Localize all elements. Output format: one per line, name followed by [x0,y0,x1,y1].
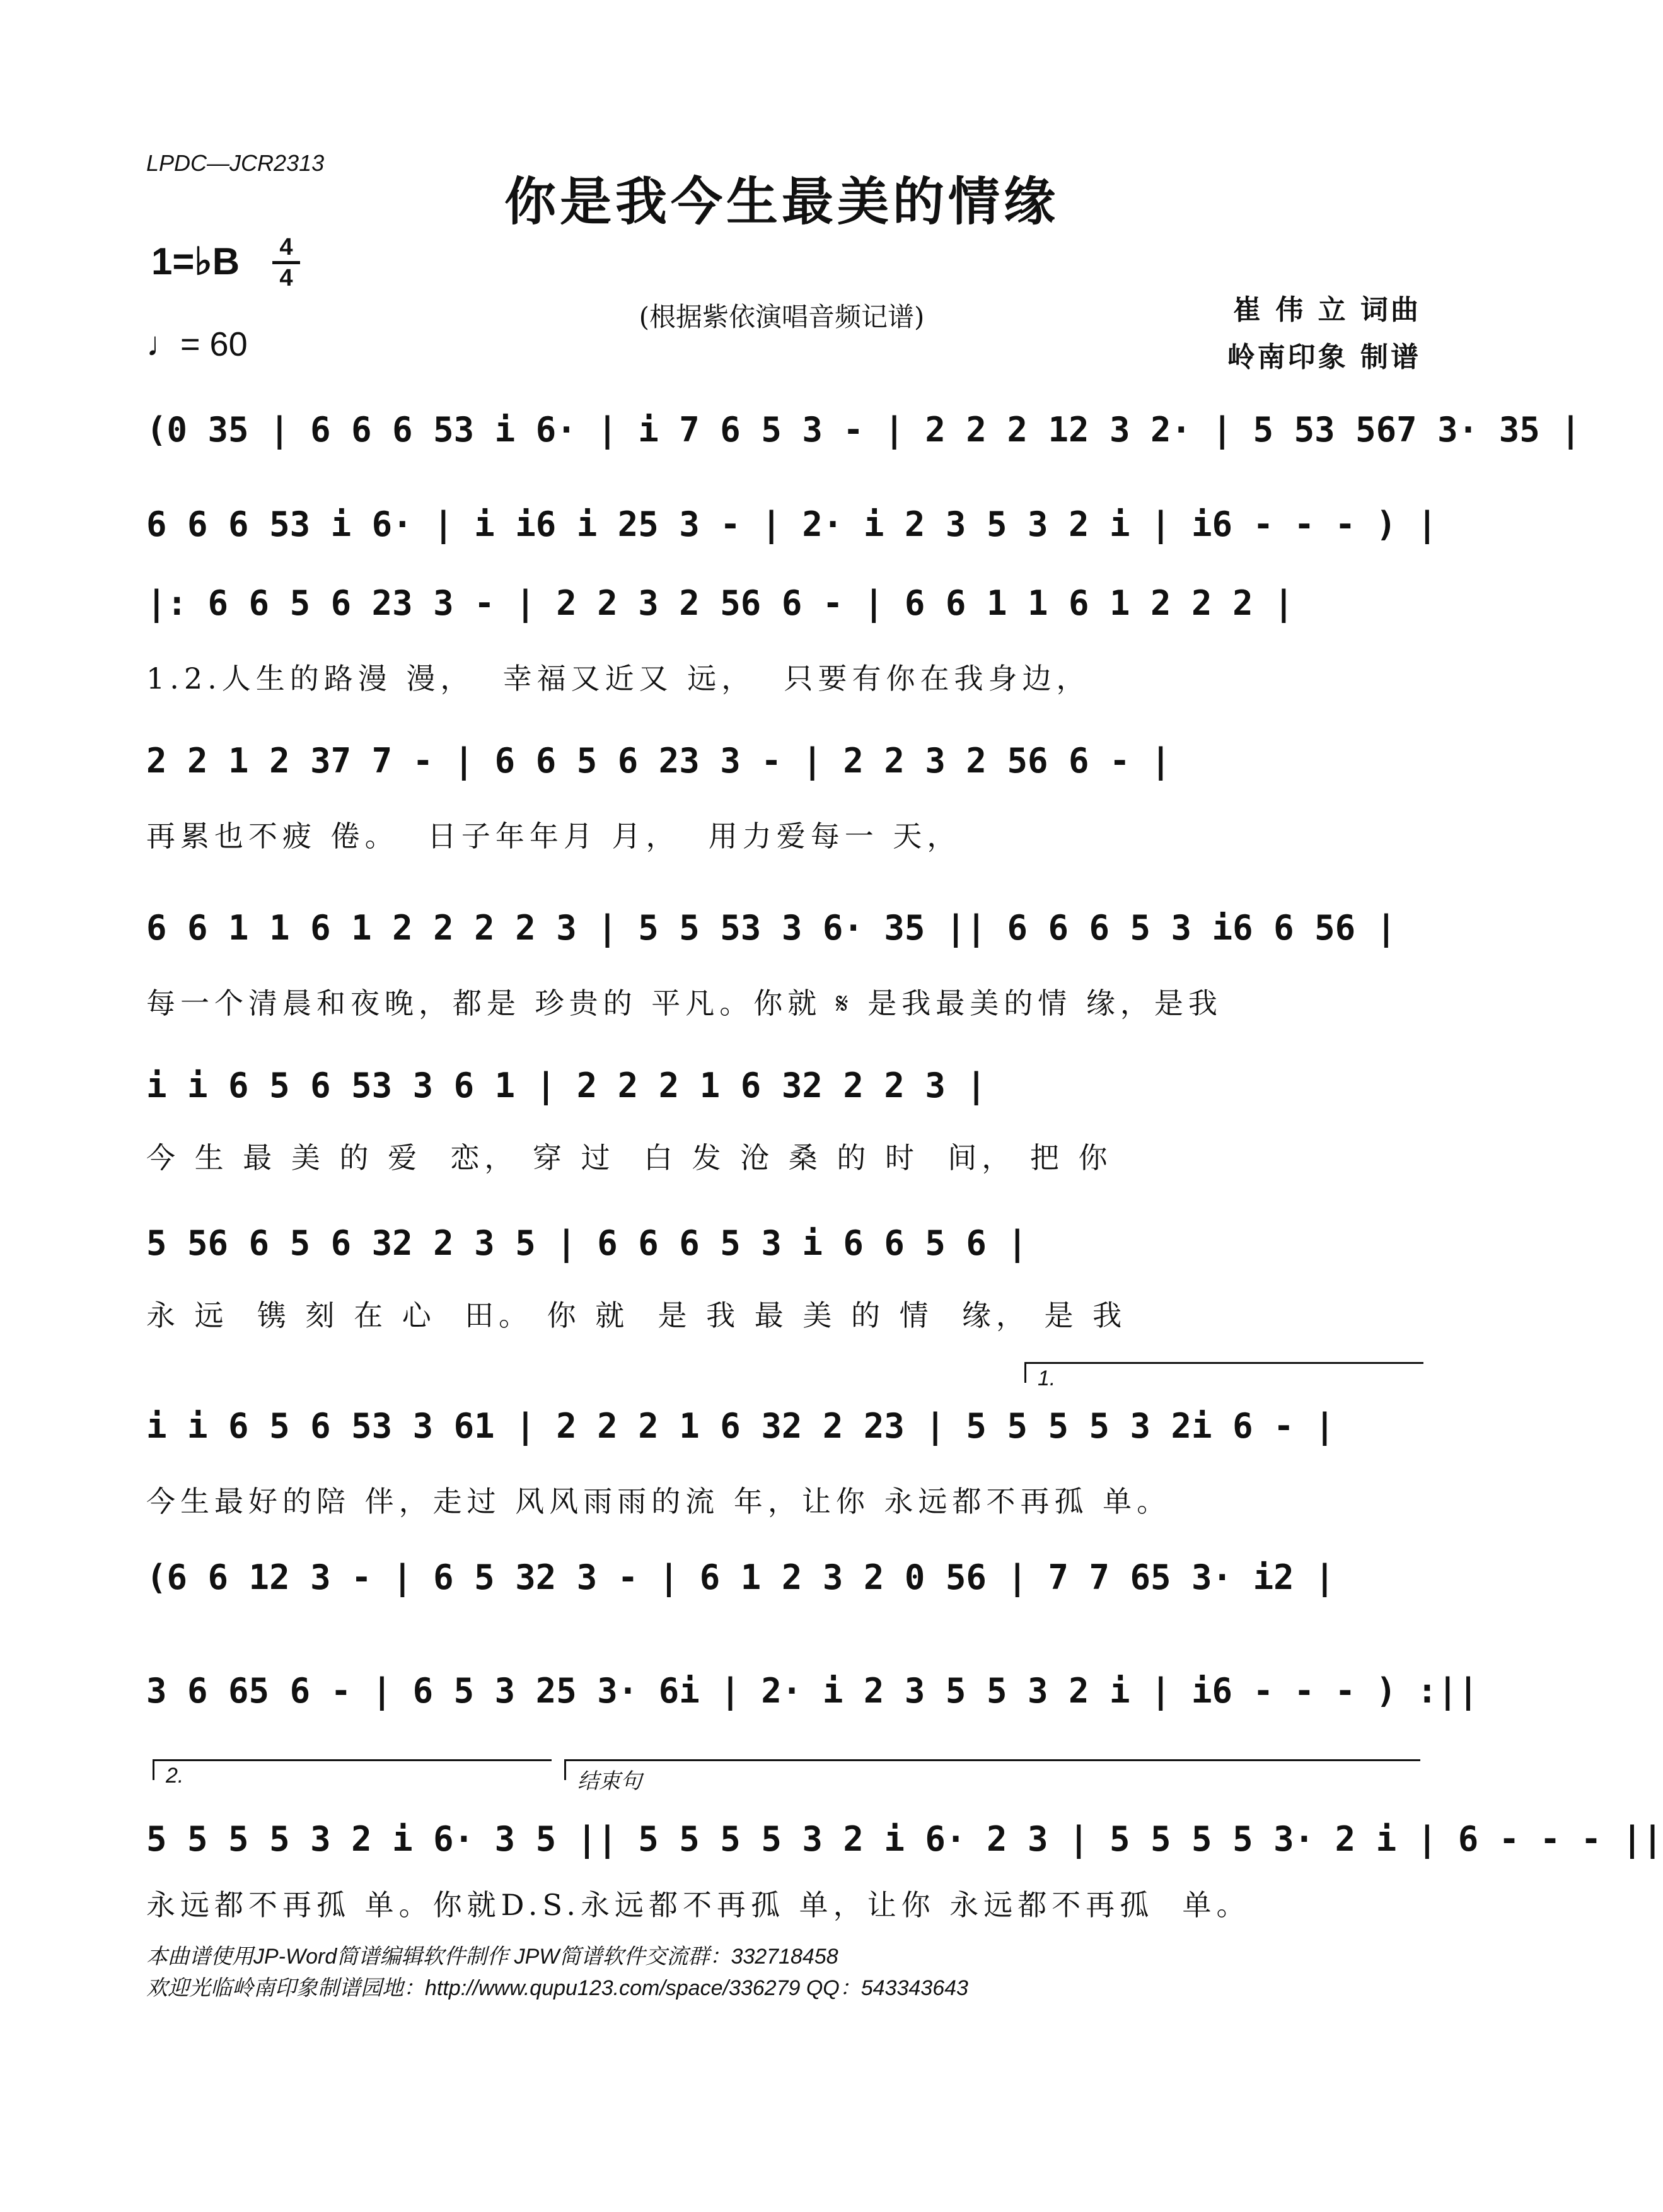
footer-line-2: 欢迎光临岭南印象制谱园地：http://www.qupu123.com/space/336279 QQ：543343643 [146,1976,968,2000]
notation-line-4: 2 2 1 2 37 7 - | 6 6 5 6 23 3 - | 2 2 3 2 56 6 - | [146,741,1171,781]
volta-1-label: 1. [1038,1366,1056,1390]
lyric-line-4: 再累也不疲 倦。 日子年年月 月， 用力爱每一 天， [146,819,961,853]
volta-2-label: 2. [166,1764,184,1788]
time-sig-bar [272,261,300,264]
lyric-line-8: 今生最好的陪 伴，走过 风风雨雨的流 年，让你 永远都不再孤 单。 [146,1484,1171,1518]
subtitle: (根据紫依演唱音频记谱) [639,301,925,332]
volta-2-bracket [153,1759,552,1788]
time-sig-bottom: 4 [279,265,293,291]
time-signature [272,235,300,291]
lyric-line-3: 1.2.人生的路漫 漫， 幸福又近又 远， 只要有你在我身边， [146,661,1091,696]
key-signature: 1=♭B [151,240,240,282]
notation-line-11: 5 5 5 5 3 2 i 6· 3 5 || 5 5 5 5 3 2 i 6· 2 3 | 5 5 5 5 3· 2 i | 6 - - - || [146,1819,1663,1859]
notation-line-3: |: 6 6 5 6 23 3 - | 2 2 3 2 56 6 - | 6 6 1 1 6 1 2 2 2 | [146,583,1294,623]
lyric-line-7: 永 远 镌 刻 在 心 田。 你 就 是 我 最 美 的 情 缘， 是 我 [146,1298,1127,1332]
tempo-marking: ♩= 60 [146,325,248,363]
song-title: 你是我今生最美的情缘 [504,172,1059,232]
ending-bracket [564,1759,1420,1793]
ending-label: 结束句 [577,1769,642,1793]
lyricist-composer: 崔 伟 立 词曲 [1233,294,1421,326]
lyric-line-6: 今 生 最 美 的 爱 恋， 穿 过 白 发 沧 桑 的 时 间， 把 你 [146,1141,1113,1175]
notation-line-2: 6 6 6 53 i 6· | i i6 i 25 3 - | 2· i 2 3 5 3 2 i | i6 - - - ) | [146,504,1438,544]
notation-line-9: (6 6 12 3 - | 6 5 32 3 - | 6 1 2 3 2 0 56 | 7 7 65 3· i2 | [146,1557,1335,1597]
notation-line-8: i i 6 5 6 53 3 61 | 2 2 2 1 6 32 2 23 | 5 5 5 5 3 2i 6 - | [146,1406,1335,1446]
notation-line-5: 6 6 1 1 6 1 2 2 2 2 3 | 5 5 53 3 6· 35 || 6 6 6 5 3 i6 6 56 | [146,908,1397,948]
notation-line-1: (0 35 | 6 6 6 53 i 6· | i 7 6 5 3 - | 2 2 2 12 3 2· | 5 53 567 3· 35 | [146,410,1581,450]
notation-line-7: 5 56 6 5 6 32 2 3 5 | 6 6 6 5 3 i 6 6 5 6 | [146,1223,1028,1263]
lyric-line-11: 永远都不再孤 单。你就D.S.永远都不再孤 单，让你 永远都不再孤 单。 [146,1888,1251,1922]
notation-line-6: i i 6 5 6 53 3 6 1 | 2 2 2 1 6 32 2 2 3 | [146,1066,987,1105]
notation-line-10: 3 6 65 6 - | 6 5 3 25 3· 6i | 2· i 2 3 5 5 3 2 i | i6 - - - ) :|| [146,1671,1479,1711]
footer-line-1: 本曲谱使用JP-Word简谱编辑软件制作 JPW简谱软件交流群：332718458 [146,1945,838,1969]
volta-1-bracket [1024,1362,1423,1390]
catalog-id: LPDC—JCR2313 [146,150,325,176]
time-sig-top: 4 [279,234,293,260]
arranger: 岭南印象 制谱 [1227,341,1421,373]
lyric-line-5: 每一个清晨和夜晚，都是 珍贵的 平凡。你就 𝄋 是我最美的情 缘，是我 [146,986,1222,1020]
